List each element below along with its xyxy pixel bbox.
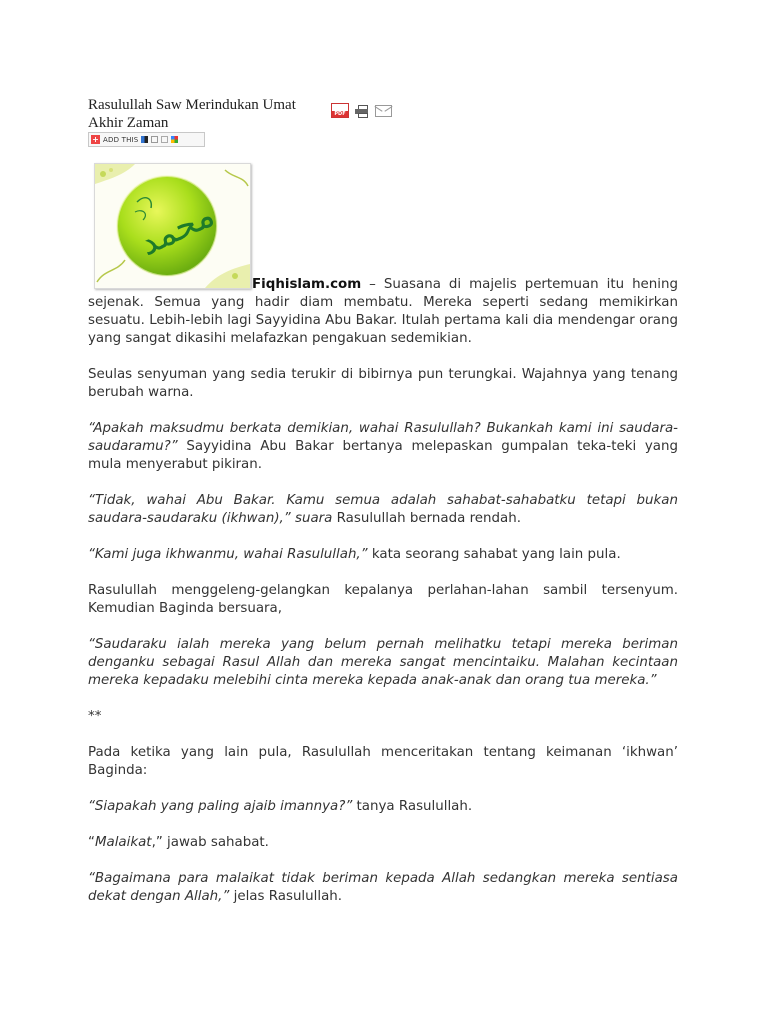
article-title: Rasulullah Saw Merindukan Umat Akhir Zaman bbox=[88, 97, 296, 131]
article-body bbox=[88, 276, 678, 924]
quote: “Siapakah yang paling ajaib imannya?” bbox=[88, 799, 353, 814]
paragraph-4 bbox=[88, 492, 678, 528]
addthis-label: ADD THIS bbox=[103, 135, 139, 144]
paragraph-7 bbox=[88, 636, 678, 690]
bookmark-icon bbox=[161, 136, 168, 143]
quote: “Saudaraku ialah mereka yang belum pernah melihatku tetapi mereka beriman denganku sebagai Rasul Allah dan mereka sangat mencintaiku. Malahan kecintaan mereka kepadaku melebihi cinta mereka kepada anak-anak dan orang tua mereka.” bbox=[88, 637, 678, 688]
addthis-button[interactable] bbox=[88, 132, 205, 147]
delicious-icon bbox=[141, 136, 148, 143]
paragraph-2: Seulas senyuman yang sedia terukir di bibirnya pun terungkai. Wajahnya yang tenang berubah warna. bbox=[88, 367, 678, 400]
quote: “Kami juga ikhwanmu, wahai Rasulullah,” bbox=[88, 547, 368, 562]
paragraph-5-text: kata seorang sahabat yang lain pula. bbox=[367, 547, 621, 562]
paragraph-3-text: Sayyidina Abu Bakar bertanya melepaskan gumpalan teka-teki yang mula menyerabut pikiran. bbox=[88, 439, 678, 472]
article-image bbox=[94, 163, 251, 289]
calligraphy-text: محمد bbox=[133, 194, 221, 265]
paragraph-9-text: tanya Rasulullah. bbox=[352, 799, 473, 814]
quote: “Tidak, wahai Abu Bakar. Kamu semua adalah sahabat-sahabatku tetapi bukan saudara-saudaraku (ikhwan),” suara bbox=[88, 493, 678, 526]
quote: “Apakah maksudmu berkata demikian, wahai Rasulullah? Bukankah kami ini saudara-saudaramu?” bbox=[88, 421, 678, 454]
quote: “Bagaimana para malaikat tidak beriman kepada Allah sedangkan mereka sentiasa dekat dengan Allah,” bbox=[88, 871, 678, 904]
plus-icon: + bbox=[92, 135, 99, 144]
paragraph-4-text: Rasulullah bernada rendah. bbox=[332, 511, 521, 526]
muhammad-calligraphy-image bbox=[95, 164, 250, 288]
paragraph-1 bbox=[88, 276, 678, 348]
print-icon[interactable] bbox=[355, 105, 369, 117]
windows-icon bbox=[171, 136, 178, 143]
share-icon bbox=[151, 136, 158, 143]
paragraph-11 bbox=[88, 870, 678, 906]
paragraph-10 bbox=[88, 834, 678, 852]
paragraph-1-text: – Suasana di majelis pertemuan itu hening sejenak. Semua yang hadir diam membatu. Mereka seperti sedang memikirkan sesuatu. Lebih-lebih lagi Sayyidina Abu Bakar. Itulah pertama kali dia mendengar orang yang sangat dikasihi melafazkan pengakuan sedemikian. bbox=[88, 277, 678, 346]
site-name[interactable]: Fiqhislam.com bbox=[252, 277, 362, 292]
paragraph-6: Rasulullah menggeleng-gelangkan kepalanya perlahan-lahan sambil tersenyum. Kemudian Baginda bersuara, bbox=[88, 583, 678, 616]
paragraph-11-text: jelas Rasulullah. bbox=[229, 889, 343, 904]
article-tools bbox=[331, 103, 392, 118]
pdf-label: PDF bbox=[332, 111, 348, 117]
paragraph-10-text: ,” jawab sahabat. bbox=[151, 835, 269, 850]
paragraph-9 bbox=[88, 798, 678, 816]
quote: Malaikat bbox=[94, 835, 152, 850]
paragraph-5 bbox=[88, 546, 678, 564]
separator: ** bbox=[88, 709, 102, 724]
email-icon[interactable] bbox=[375, 105, 392, 117]
paragraph-8: Pada ketika yang lain pula, Rasulullah menceritakan tentang keimanan ‘ikhwan’ Baginda: bbox=[88, 745, 678, 778]
paragraph-3 bbox=[88, 420, 678, 474]
open-quote: “ bbox=[88, 835, 95, 850]
pdf-icon[interactable] bbox=[331, 103, 349, 118]
